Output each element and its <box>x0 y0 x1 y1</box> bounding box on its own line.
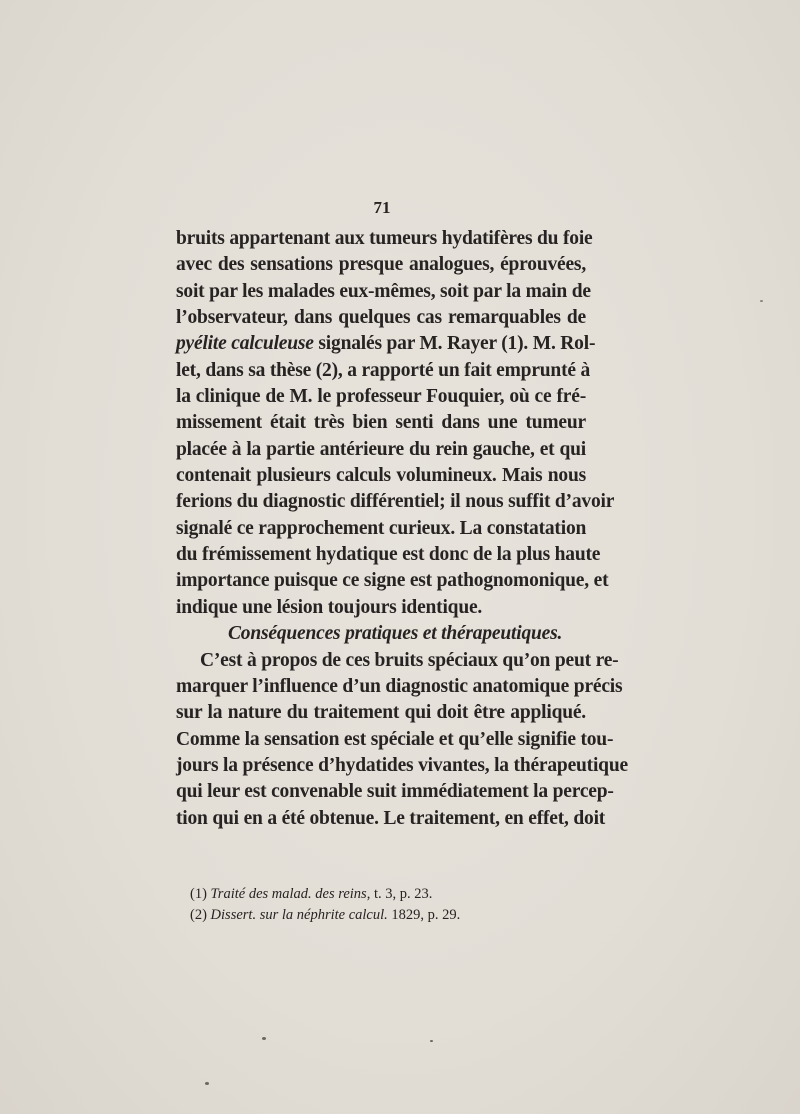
section-heading: Conséquences pratiques et thérapeutiques. <box>228 623 563 645</box>
text-line: indique une lésion toujours identique. <box>176 596 483 618</box>
text-line: jours la présence d’hydatides vivantes, la thérapeutique <box>176 754 628 776</box>
text-fragment: signalés par M. Rayer (1). M. Rol- <box>318 333 596 355</box>
text-line: let, dans sa thèse (2), a rapporté un fait emprunté à <box>176 359 591 381</box>
paper-speck <box>760 300 763 302</box>
footnote-title: Traité des malad. des reins <box>210 886 367 902</box>
footnote <box>190 905 590 926</box>
italic-phrase: pyélite calculeuse <box>176 333 314 355</box>
footnote-title: Dissert. sur la néphrite calcul. <box>210 907 388 923</box>
paper-speck <box>205 1082 209 1085</box>
text-line: qui leur est convenable suit immédiatement la percep- <box>176 781 614 803</box>
footnote-reference: 1829, p. 29. <box>387 907 461 923</box>
footnotes <box>190 884 590 926</box>
text-line: signalé ce rapprochement curieux. La constatation <box>176 517 587 539</box>
body-text <box>176 226 628 832</box>
paper-speck <box>262 1037 266 1040</box>
text-line: bruits appartenant aux tumeurs hydatifères du foie <box>176 228 593 249</box>
page-number: 71 <box>373 198 391 217</box>
text-line: ferions du diagnostic différentiel; il nous suffit d’avoir <box>176 491 615 513</box>
text-line: soit par les malades eux-mêmes, soit par la main de <box>176 280 591 302</box>
paper-speck <box>430 1040 433 1042</box>
footnote-number: (1) <box>190 886 207 902</box>
text-line: tion qui en a été obtenue. Le traitement, en effet, doit <box>176 807 606 829</box>
text-line: marquer l’influence d’un diagnostic anatomique précis <box>176 675 623 697</box>
text-line: avec des sensations presque analogues, éprouvées, <box>176 254 586 276</box>
text-line-with-italic <box>176 331 596 357</box>
footnote <box>190 884 590 905</box>
text-line: missement était très bien senti dans une tumeur <box>176 412 586 434</box>
text-line: importance puisque ce signe est pathognomonique, et <box>176 570 609 592</box>
text-line: Comme la sensation est spéciale et qu’elle signifie tou- <box>176 728 614 750</box>
text-line: l’observateur, dans quelques cas remarquables de <box>176 307 586 329</box>
text-line: C’est à propos de ces bruits spéciaux qu’on peut re- <box>200 649 619 671</box>
footnote-number: (2) <box>190 907 207 923</box>
text-line: du frémissement hydatique est donc de la plus haute <box>176 544 601 566</box>
footnote-reference: , t. 3, p. 23. <box>366 886 433 902</box>
text-line: sur la nature du traitement qui doit être appliqué. <box>176 702 586 724</box>
text-line: placée à la partie antérieure du rein gauche, et qui <box>176 438 586 460</box>
text-line: la clinique de M. le professeur Fouquier, où ce fré- <box>176 386 586 408</box>
text-line: contenait plusieurs calculs volumineux. Mais nous <box>176 465 586 487</box>
